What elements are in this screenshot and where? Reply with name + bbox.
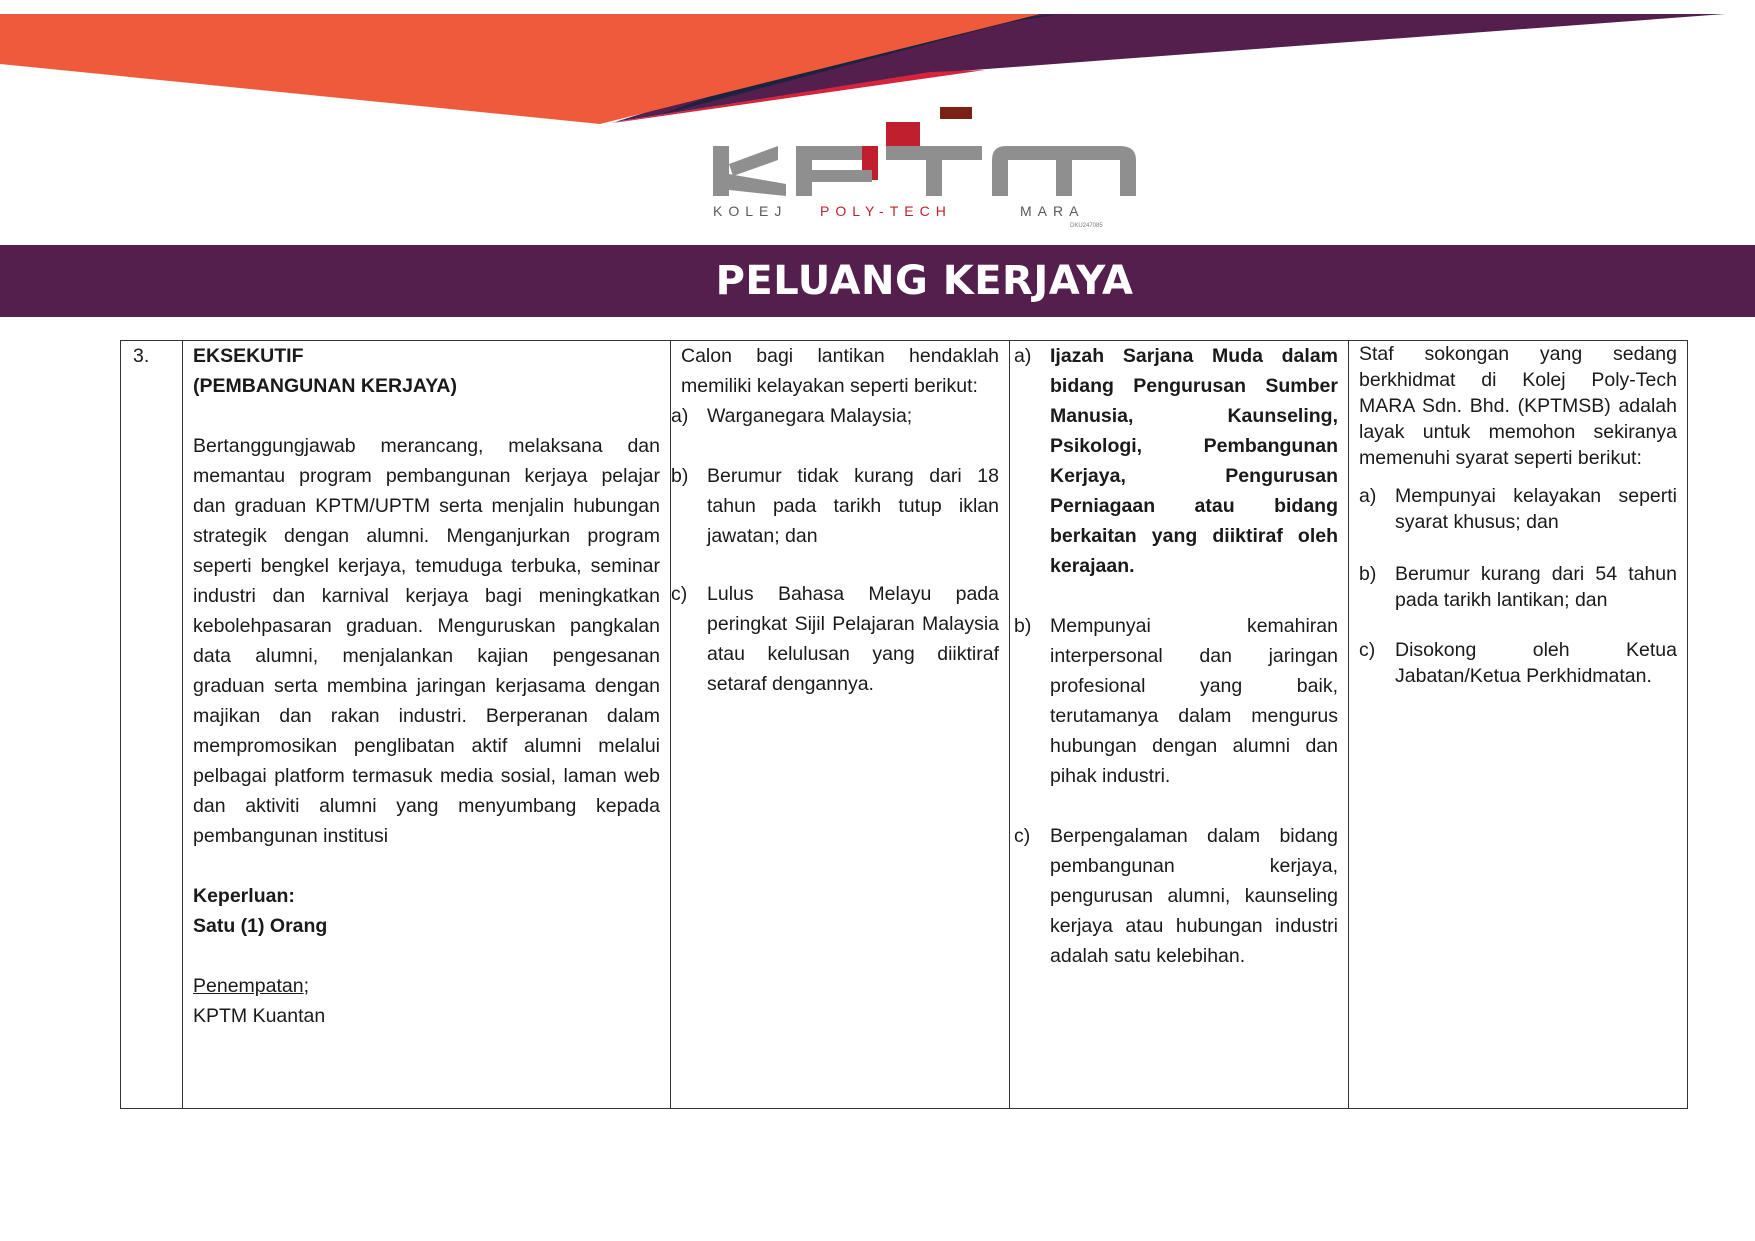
table-row (121, 341, 1688, 1109)
logo-letter-t (886, 146, 982, 196)
list-item (1014, 341, 1338, 581)
logo-block-red (886, 122, 920, 146)
list-item-label: c) (671, 583, 688, 605)
list-item-text: Mempunyai kemahiran interpersonal dan jaringan profesional yang baik, terutamanya dalam mengurus hubungan dengan alumni dan pihak industri. (1050, 615, 1338, 787)
list-item (1359, 637, 1677, 689)
row-number-cell (121, 341, 183, 1109)
list-item-label: a) (671, 405, 689, 427)
list-item-text: Warganegara Malaysia; (707, 405, 913, 427)
list-item (1014, 821, 1338, 971)
list-item-label: c) (1359, 639, 1376, 661)
placement-label: Penempatan (193, 975, 304, 997)
list-item-label: a) (1014, 345, 1032, 367)
internal-list (1359, 483, 1677, 689)
list-item (1359, 483, 1677, 535)
list-item-label: b) (1359, 563, 1377, 585)
logo-letter-k (713, 146, 786, 196)
list-item (671, 401, 999, 431)
list-item-text: Berumur kurang dari 54 tahun pada tarikh lantikan; dan (1395, 563, 1677, 611)
list-item-text: Mempunyai kelayakan seperti syarat khusus; dan (1395, 485, 1677, 533)
logo-block-brown (940, 107, 972, 119)
position-subtitle: (PEMBANGUNAN KERJAYA) (193, 375, 458, 397)
list-item-label: b) (1014, 615, 1032, 637)
list-item-label: a) (1359, 485, 1377, 507)
requirement-label: Keperluan: (193, 885, 295, 907)
specific-requirements-cell (1010, 341, 1349, 1109)
row-number: 3. (133, 345, 150, 367)
placement-heading (193, 971, 660, 1001)
general-list (671, 401, 999, 699)
position-title: EKSEKUTIF (193, 345, 304, 367)
list-item (1359, 561, 1677, 613)
list-item-text: Berumur tidak kurang dari 18 tahun pada tarikh tutup iklan jawatan; dan (707, 465, 999, 547)
page-title-bar (0, 245, 1755, 317)
logo-tagline-polytech: POLY-TECH (820, 203, 952, 219)
internal-intro: Staf sokongan yang sedang berkhidmat di Kolej Poly-Tech MARA Sdn. Bhd. (KPTMSB) adalah layak untuk memohon sekiranya memenuhi syarat seperti berikut: (1359, 343, 1677, 469)
list-item-text: Lulus Bahasa Melayu pada peringkat Sijil Pelajaran Malaysia atau kelulusan yang diiktiraf setaraf dengannya. (707, 583, 999, 695)
list-item (1014, 611, 1338, 791)
list-item (671, 461, 999, 551)
logo-tagline-mara: MARA (1020, 203, 1085, 219)
requirement-value: Satu (1) Orang (193, 915, 328, 937)
position-cell (183, 341, 671, 1109)
logo-letter-p (796, 146, 878, 196)
placement-suffix: ; (303, 975, 310, 997)
kptm-logo (700, 100, 1140, 235)
position-description: Bertanggungjawab merancang, melaksana dan memantau program pembangunan kerjaya pelajar dan graduan KPTM/UPTM serta menjalin hubungan strategik dengan alumni. Menganjurkan program seperti bengkel kerjaya, temuduga terbuka, seminar industri dan karnival kerjaya bagi meningkatkan kebolehpasaran graduan. Menguruskan pangkalan data alumni, menjalankan kajian pengesanan graduan serta membina jaringan kerjasama dengan majikan dan rakan industri. Berperanan dalam mempromosikan penglibatan aktif alumni melalui pelbagai platform termasuk media sosial, laman web dan aktiviti alumni yang menyumbang kepada pembangunan institusi (193, 435, 660, 847)
general-requirements-cell (671, 341, 1010, 1109)
logo-letter-m (992, 146, 1136, 196)
list-item (671, 579, 999, 699)
job-table (120, 340, 1688, 1109)
general-intro: Calon bagi lantikan hendaklah memiliki kelayakan seperti berikut: (681, 345, 999, 397)
list-item-label: b) (671, 465, 689, 487)
list-item-text: Berpengalaman dalam bidang pembangunan kerjaya, pengurusan alumni, kaunseling kerjaya atau hubungan industri adalah satu kelebihan. (1050, 825, 1338, 967)
specific-list (1014, 341, 1338, 971)
placement-value: KPTM Kuantan (193, 1005, 326, 1027)
list-item-text: Disokong oleh Ketua Jabatan/Ketua Perkhidmatan. (1395, 639, 1677, 687)
logo-tagline-kolej: KOLEJ (713, 203, 788, 219)
page-title: PELUANG KERJAYA (715, 258, 1134, 304)
logo-reg-number: DKU247085 (1070, 223, 1103, 229)
internal-requirements-cell (1349, 341, 1688, 1109)
list-item-label: c) (1014, 825, 1031, 847)
list-item-text: Ijazah Sarjana Muda dalam bidang Pengurusan Sumber Manusia, Kaunseling, Psikologi, Pembangunan Kerjaya, Pengurusan Perniagaan atau bidang berkaitan yang diiktiraf oleh kerajaan. (1050, 345, 1338, 577)
